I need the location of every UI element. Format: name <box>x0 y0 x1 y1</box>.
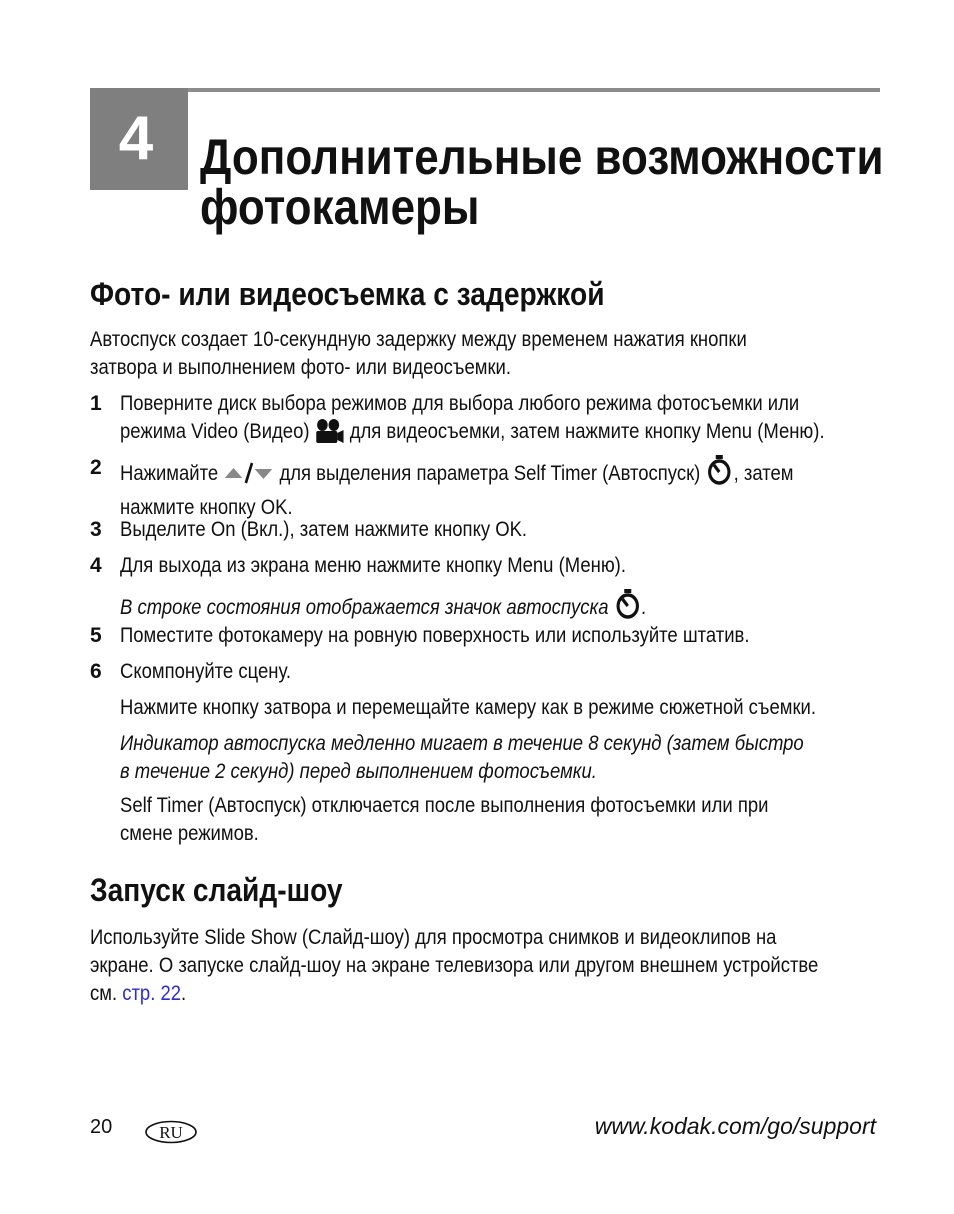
step-number: 5 <box>90 624 102 647</box>
step-6-para-3: Self Timer (Автоспуск) отключается после выполнения фотосъемки или при смене режимов. <box>120 794 769 845</box>
section1-intro: Автоспуск создает 10-секундную задержку между временем нажатия кнопки затвора и выполнением фото- или видеосъемки. <box>90 328 747 379</box>
chapter-number: 4 <box>118 104 154 173</box>
section-heading-slideshow: Запуск слайд-шоу <box>90 872 343 908</box>
video-camera-icon <box>315 418 345 452</box>
step-number: 2 <box>90 456 102 479</box>
page-22-link[interactable]: стр. 22 <box>122 982 182 1005</box>
step-6-para-1: Нажмите кнопку затвора и перемещайте камеру как в режиме сюжетной съемки. <box>120 696 816 719</box>
language-badge <box>144 1120 198 1144</box>
support-url[interactable]: www.kodak.com/go/support <box>594 1113 876 1139</box>
step-number: 3 <box>90 518 102 541</box>
chapter-number-box <box>90 88 188 190</box>
step-number: 1 <box>90 392 102 415</box>
section2-body: Используйте Slide Show (Слайд-шоу) для просмотра снимков и видеоклипов на экране. О запуске слайд-шоу на экране телевизора или другом внешнем устройстве см. стр. 22. <box>90 926 819 1005</box>
chapter-title <box>200 129 954 235</box>
step-number: 6 <box>90 660 102 683</box>
self-timer-icon <box>705 454 733 494</box>
language-badge-label: RU <box>159 1123 183 1142</box>
header-rule <box>188 88 880 92</box>
section-heading-self-timer: Фото- или видеосъемка с задержкой <box>90 276 605 312</box>
chapter-title-line2: фотокамеры <box>200 179 480 235</box>
up-down-arrows-icon <box>223 460 274 494</box>
step-number: 4 <box>90 554 102 577</box>
chapter-title-line1: Дополнительные возможности <box>200 129 884 185</box>
page-number: 20 <box>90 1116 113 1138</box>
step-6-para-2: Индикатор автоспуска медленно мигает в течение 8 секунд (затем быстро в течение 2 секунд) перед выполнением фотосъемки. <box>120 732 804 783</box>
step-4-note: В строке состояния отображается значок автоспуска . <box>120 588 719 628</box>
